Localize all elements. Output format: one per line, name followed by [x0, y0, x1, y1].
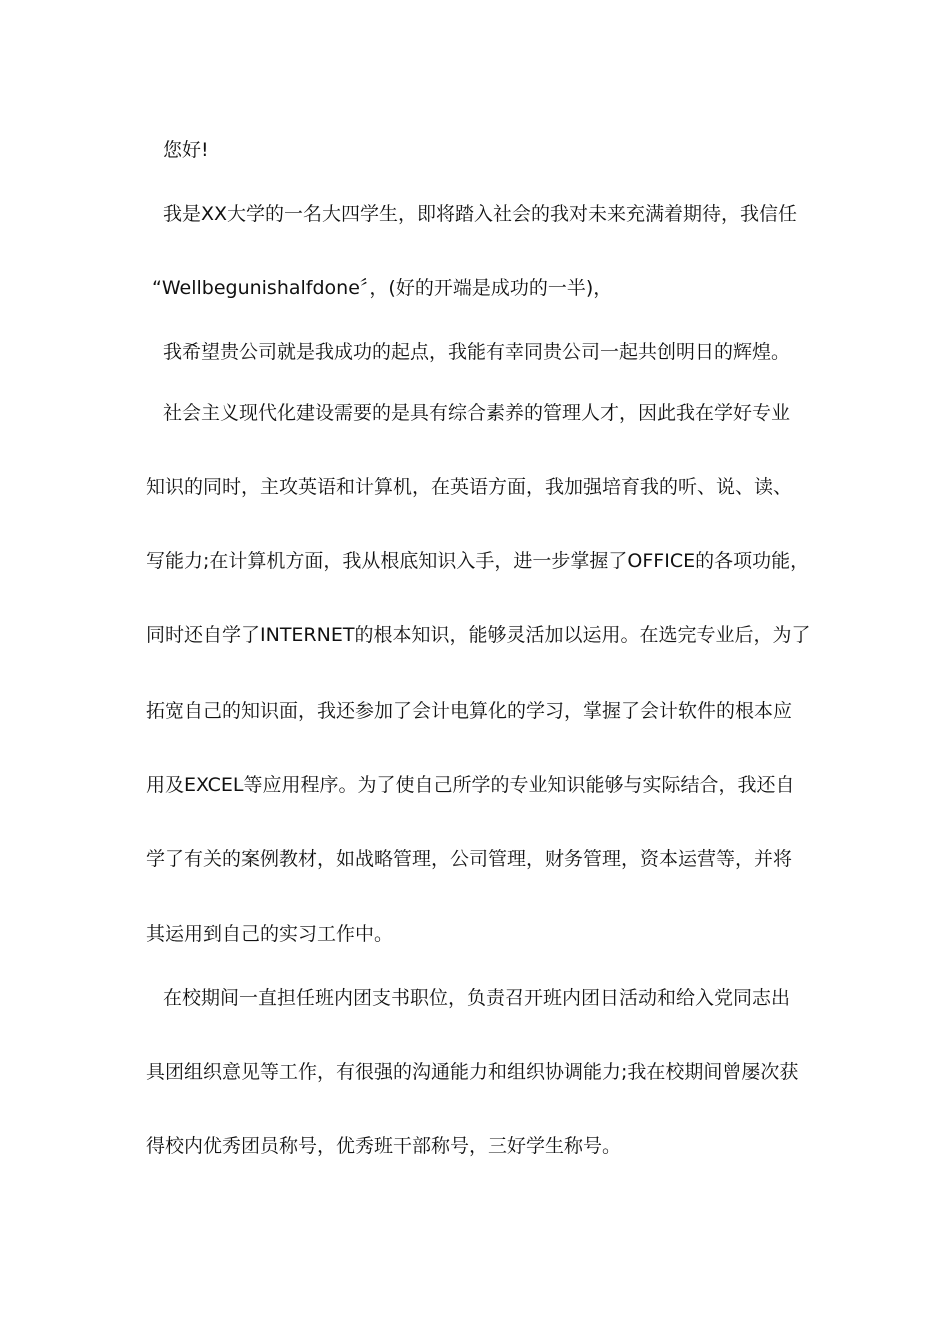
- paragraph-3-line-3: 写能力;在计算机方面，我从根底知识入手，进一步掌握了OFFICE的各项功能，: [146, 550, 810, 572]
- paragraph-3-line-2: 知识的同时，主攻英语和计算机，在英语方面，我加强培育我的听、说、读、: [146, 476, 793, 498]
- paragraph-3-line-1: 社会主义现代化建设需要的是具有综合素养的管理人才，因此我在学好专业: [163, 402, 791, 424]
- paragraph-3-line-8: 其运用到自己的实习工作中。: [146, 923, 394, 945]
- greeting-line: 您好!: [163, 139, 209, 161]
- paragraph-2-line-1: 我希望贵公司就是我成功的起点，我能有幸同贵公司一起共创明日的辉煌。: [163, 341, 791, 363]
- paragraph-1-line-1: 我是XX大学的一名大四学生，即将踏入社会的我对未来充满着期待，我信任: [163, 203, 798, 225]
- paragraph-4-line-2: 具团组织意见等工作，有很强的沟通能力和组织协调能力;我在校期间曾屡次获: [146, 1061, 799, 1083]
- paragraph-1-line-2: “Wellbegunishalfdone〞，(好的开端是成功的一半)，: [152, 277, 613, 299]
- paragraph-3-line-4: 同时还自学了INTERNET的根本知识，能够灵活加以运用。在选完专业后，为了: [146, 624, 811, 646]
- paragraph-4-line-3: 得校内优秀团员称号，优秀班干部称号，三好学生称号。: [146, 1135, 622, 1157]
- paragraph-3-line-5: 拓宽自己的知识面，我还参加了会计电算化的学习，掌握了会计软件的根本应: [146, 700, 793, 722]
- paragraph-3-line-6: 用及EXCEL等应用程序。为了使自己所学的专业知识能够与实际结合，我还自: [146, 774, 795, 796]
- paragraph-3-line-7: 学了有关的案例教材，如战略管理，公司管理，财务管理，资本运营等，并将: [146, 848, 793, 870]
- paragraph-4-line-1: 在校期间一直担任班内团支书职位，负责召开班内团日活动和给入党同志出: [163, 987, 791, 1009]
